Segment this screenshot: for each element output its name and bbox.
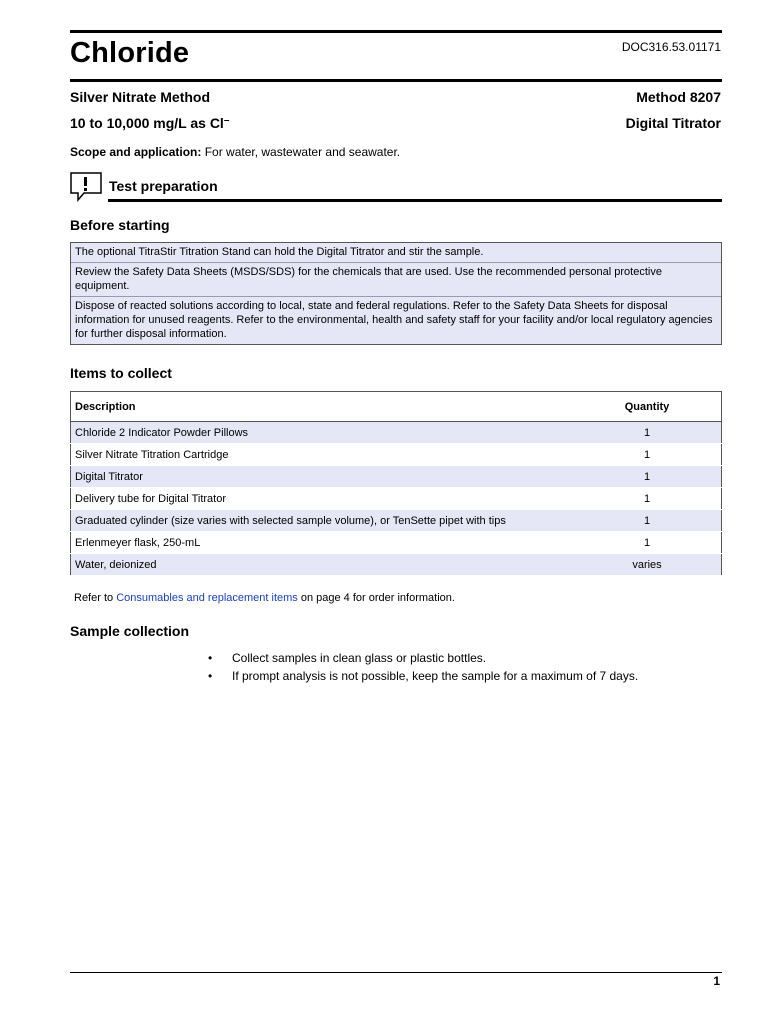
range-superscript: – (223, 115, 230, 126)
method-number: Method 8207 (636, 89, 721, 105)
instrument: Digital Titrator (625, 115, 721, 131)
table-row (71, 444, 722, 466)
item-quantity: varies (573, 554, 722, 576)
item-quantity: 1 (573, 444, 722, 466)
item-description: Silver Nitrate Titration Cartridge (71, 444, 574, 466)
items-to-collect-heading: Items to collect (70, 365, 172, 381)
item-description: Water, deionized (71, 554, 574, 576)
bullet-icon: • (208, 669, 213, 683)
list-item-text: Collect samples in clean glass or plastic bottles. (232, 651, 487, 665)
item-description: Delivery tube for Digital Titrator (71, 488, 574, 510)
title-rule (70, 79, 722, 82)
document-id: DOC316.53.01171 (621, 40, 721, 54)
bullet-icon: • (208, 651, 213, 665)
top-rule (70, 30, 722, 33)
order-info-note (74, 592, 455, 604)
page-title: Chloride (70, 37, 190, 69)
list-item-text: If prompt analysis is not possible, keep the sample for a maximum of 7 days. (232, 669, 639, 683)
before-starting-item: Review the Safety Data Sheets (MSDS/SDS) for the chemicals that are used. Use the recommended personal protective equipment. (71, 263, 721, 297)
refer-prefix: Refer to (74, 592, 114, 604)
test-preparation-heading: Test preparation (109, 178, 218, 194)
item-quantity: 1 (573, 532, 722, 554)
sample-collection-list (208, 651, 638, 687)
column-header-quantity: Quantity (573, 392, 722, 422)
item-description: Chloride 2 Indicator Powder Pillows (71, 422, 574, 444)
list-item (208, 669, 638, 687)
item-quantity: 1 (573, 488, 722, 510)
test-preparation-rule (108, 199, 722, 202)
refer-suffix: on page 4 for order information. (300, 592, 455, 604)
item-quantity: 1 (573, 510, 722, 532)
page-number: 1 (713, 974, 720, 988)
item-description: Graduated cylinder (size varies with selected sample volume), or TenSette pipet with tips (71, 510, 574, 532)
item-description: Digital Titrator (71, 466, 574, 488)
item-quantity: 1 (573, 466, 722, 488)
before-starting-item: Dispose of reacted solutions according to local, state and federal regulations. Refer to the Safety Data Sheets for disposal information for unused reagents. Refer to the environmental, health and safety staff for your facility and/or local regulatory agencies for further disposal information. (71, 297, 721, 344)
before-starting-box (70, 242, 722, 345)
table-row (71, 510, 722, 532)
item-description: Erlenmeyer flask, 250-mL (71, 532, 574, 554)
items-table (70, 391, 722, 576)
before-starting-heading: Before starting (70, 217, 170, 233)
scope-label: Scope and application: (70, 145, 202, 159)
footer-rule (70, 972, 722, 973)
table-row (71, 488, 722, 510)
table-row (71, 532, 722, 554)
scope-and-application (70, 145, 400, 159)
table-row (71, 422, 722, 444)
warning-note-icon (70, 172, 102, 202)
range (70, 115, 229, 131)
item-quantity: 1 (573, 422, 722, 444)
sample-collection-heading: Sample collection (70, 623, 190, 639)
column-header-description: Description (71, 392, 574, 422)
scope-text: For water, wastewater and seawater. (204, 145, 401, 159)
table-header-row (71, 392, 722, 422)
table-row (71, 554, 722, 576)
table-row (71, 466, 722, 488)
range-text: 10 to 10,000 mg/L as Cl (70, 115, 224, 131)
list-item (208, 651, 638, 669)
consumables-link[interactable]: Consumables and replacement items (116, 592, 298, 604)
method-name: Silver Nitrate Method (70, 89, 211, 105)
before-starting-item: The optional TitraStir Titration Stand can hold the Digital Titrator and stir the sample. (71, 243, 721, 263)
